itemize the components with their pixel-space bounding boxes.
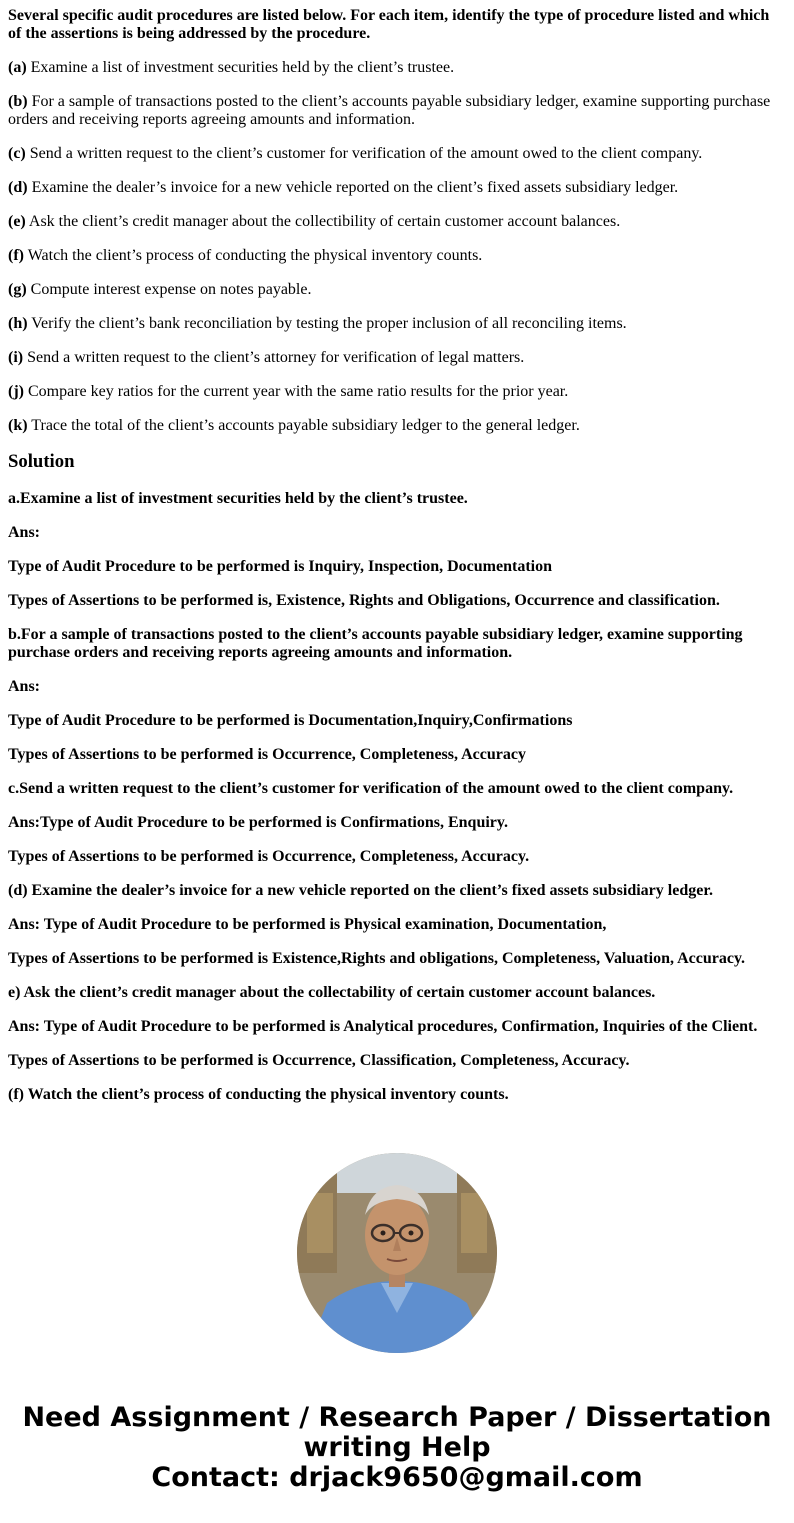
item-label: (k): [8, 417, 28, 434]
solution-question-c: c.Send a written request to the client’s customer for verification of the amount owed to the client company.: [8, 780, 734, 797]
solution-ans-label: Ans:: [8, 524, 41, 541]
question-item-k: [8, 417, 786, 435]
solution-procedure-a: Type of Audit Procedure to be performed is Inquiry, Inspection, Documentation: [8, 558, 553, 575]
item-text: Compare key ratios for the current year with the same ratio results for the prior year.: [23, 383, 569, 400]
solution-question-e: e) Ask the client’s credit manager about the collectability of certain customer account balances.: [8, 984, 656, 1001]
question-item-b: [8, 93, 786, 129]
solution-procedure-d: Ans: Type of Audit Procedure to be performed is Physical examination, Documentation,: [8, 916, 607, 933]
question-item-a: [8, 59, 786, 77]
item-text: Compute interest expense on notes payable.: [26, 281, 312, 298]
solution-procedure-b: Type of Audit Procedure to be performed is Documentation,Inquiry,Confirmations: [8, 712, 573, 729]
solution-heading: Solution: [8, 451, 75, 472]
item-text: Verify the client’s bank reconciliation by testing the proper inclusion of all reconciling items.: [27, 315, 627, 332]
footer-contact: Contact: drjack9650@gmail.com: [151, 1462, 643, 1493]
question-item-f: [8, 247, 786, 265]
solution-body: [8, 490, 786, 1104]
item-label: (e): [8, 213, 26, 230]
item-label: (i): [8, 349, 24, 366]
author-portrait-image: [297, 1153, 497, 1353]
question-item-e: [8, 213, 786, 231]
author-avatar: [297, 1153, 497, 1353]
item-label: (b): [8, 93, 28, 110]
solution-assertions-a: Types of Assertions to be performed is, Existence, Rights and Obligations, Occurrence and classification.: [8, 592, 720, 609]
question-item-j: [8, 383, 786, 401]
item-text: Examine a list of investment securities held by the client’s trustee.: [26, 59, 455, 76]
item-text: Watch the client’s process of conducting the physical inventory counts.: [23, 247, 483, 264]
solution-assertions-d: Types of Assertions to be performed is Existence,Rights and obligations, Completeness, Valuation, Accuracy.: [8, 950, 746, 967]
solution-question-a: a.Examine a list of investment securities held by the client’s trustee.: [8, 490, 468, 507]
solution-assertions-e: Types of Assertions to be performed is Occurrence, Classification, Completeness, Accuracy.: [8, 1052, 630, 1069]
solution-procedure-c: Ans:Type of Audit Procedure to be performed is Confirmations, Enquiry.: [8, 814, 509, 831]
solution-question-f: (f) Watch the client’s process of conducting the physical inventory counts.: [8, 1086, 509, 1103]
promo-footer: [0, 1403, 794, 1493]
solution-assertions-c: Types of Assertions to be performed is Occurrence, Completeness, Accuracy.: [8, 848, 530, 865]
footer-line-1: Need Assignment / Research Paper / Dissertation: [22, 1402, 772, 1433]
item-label: (d): [8, 179, 28, 196]
solution-question-d: (d) Examine the dealer’s invoice for a new vehicle reported on the client’s fixed assets subsidiary ledger.: [8, 882, 713, 899]
question-intro: Several specific audit procedures are listed below. For each item, identify the type of procedure listed and which of the assertions is being addressed by the procedure.: [8, 7, 770, 42]
item-text: Trace the total of the client’s accounts payable subsidiary ledger to the general ledger.: [27, 417, 580, 434]
question-list: [8, 59, 786, 435]
item-label: (c): [8, 145, 26, 162]
solution-assertions-b: Types of Assertions to be performed is Occurrence, Completeness, Accuracy: [8, 746, 526, 763]
question-item-i: [8, 349, 786, 367]
solution-question-b: b.For a sample of transactions posted to the client’s accounts payable subsidiary ledger, examine supporting purchase orders and receiving reports agreeing amounts and information.: [8, 626, 743, 661]
item-label: (a): [8, 59, 27, 76]
item-text: Examine the dealer’s invoice for a new vehicle reported on the client’s fixed assets subsidiary ledger.: [27, 179, 679, 196]
footer-line-2: writing Help: [303, 1432, 491, 1463]
item-text: Ask the client’s credit manager about the collectibility of certain customer account balances.: [25, 213, 621, 230]
question-item-h: [8, 315, 786, 333]
item-label: (g): [8, 281, 27, 298]
item-label: (f): [8, 247, 24, 264]
solution-procedure-e: Ans: Type of Audit Procedure to be performed is Analytical procedures, Confirmation, Inquiries of the Client.: [8, 1018, 758, 1035]
item-label: (j): [8, 383, 24, 400]
solution-ans-label: Ans:: [8, 678, 41, 695]
question-item-c: [8, 145, 786, 163]
item-text: Send a written request to the client’s customer for verification of the amount owed to the client company.: [25, 145, 703, 162]
item-text: For a sample of transactions posted to the client’s accounts payable subsidiary ledger, examine supporting purchase orders and receiving reports agreeing amounts and information.: [8, 93, 771, 128]
question-item-d: [8, 179, 786, 197]
question-item-g: [8, 281, 786, 299]
item-text: Send a written request to the client’s attorney for verification of legal matters.: [23, 349, 525, 366]
item-label: (h): [8, 315, 28, 332]
